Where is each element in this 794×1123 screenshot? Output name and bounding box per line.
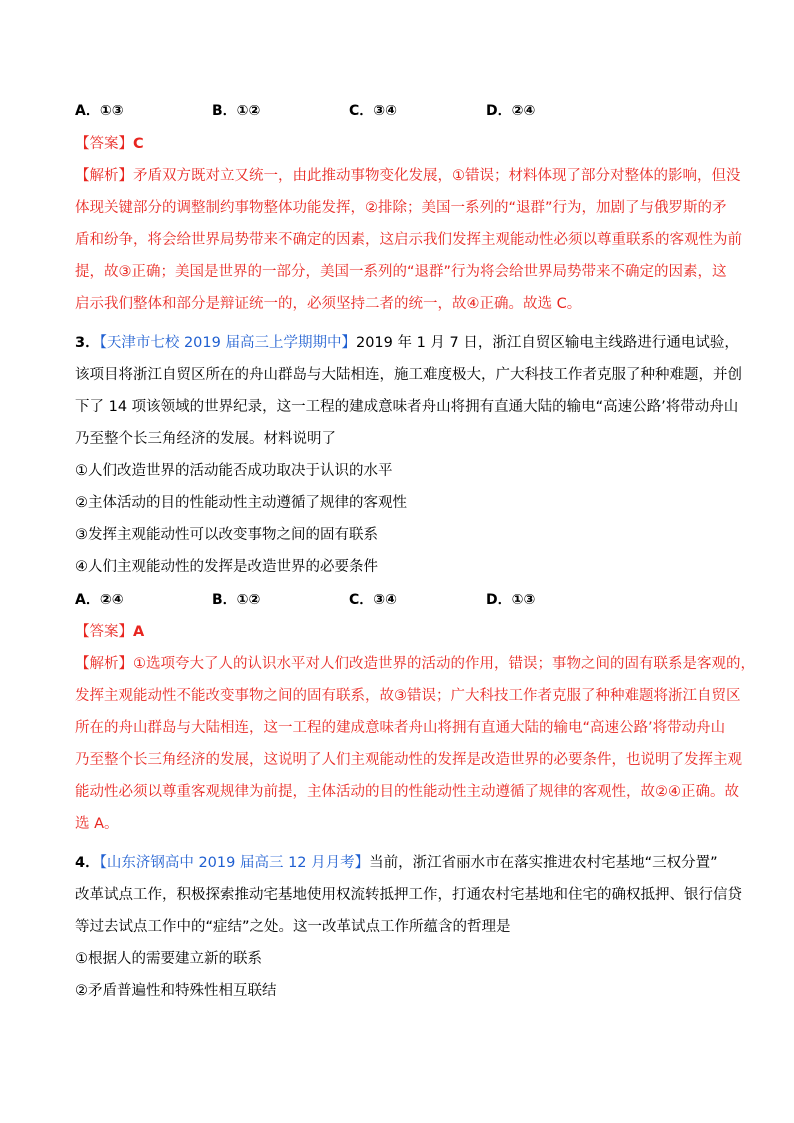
q3-stem-line: 3．【天津市七校 2019 届高三上学期期中】2019 年 1 月 7 日，浙江自贸区输电主线路进行通电试验， <box>75 335 739 351</box>
q3-stem-line: 该项目将浙江自贸区所在的舟山群岛与大陆相连，施工难度极大，广大科技工作者克服了种种难题，并创 <box>75 367 742 383</box>
q3-analysis-line: 所在的舟山群岛与大陆相连，这一工程的建成意味者舟山将拥有直通大陆的输电“高速公路’将带动舟山 <box>75 720 726 736</box>
q3-analysis-line: 【解析】①选项夸大了人的认识水平对人们改造世界的活动的作用，错误；事物之间的固有联系是客观的， <box>75 656 755 672</box>
q3-answer-tag: 【答案】 <box>75 624 133 640</box>
q4-stem-line: 4．【山东济钢高中 2019 届高三 12 月月考】当前，浙江省丽水市在落实推进农村宅基地“三权分置” <box>75 855 718 871</box>
q2-analysis-line: 盾和纷争，将会给世界局势带来不确定的因素，这启示我们发挥主观能动性必须以尊重联系的客观性为前 <box>75 232 742 248</box>
q3-number: 3． <box>75 335 100 351</box>
q4-stem-line: 改革试点工作，积极探索推动宅基地使用权流转抵押工作，打通农村宅基地和住宅的确权抵押、银行信贷 <box>75 887 742 903</box>
q3-stem-line: 下了 14 项该领域的世界纪录，这一工程的建成意味者舟山将拥有直通大陆的输电“高速公路’将带动舟山 <box>75 399 739 415</box>
q3-stem-line: 乃至整个长三角经济的发展。材料说明了 <box>75 431 336 447</box>
q3-analysis-line: 能动性必须以尊重客观规律为前提，主体活动的目的性能动性主动遵循了规律的客观性，故②④正确。故 <box>75 784 739 800</box>
q3-option-d: D．①③ <box>486 592 536 608</box>
q3-item: ④人们主观能动性的发挥是改造世界的必要条件 <box>75 559 378 575</box>
q2-analysis-line: 【解析】矛盾双方既对立又统一，由此推动事物变化发展，①错误；材料体现了部分对整体的影响，但没 <box>75 168 741 184</box>
q2-answer-value: C <box>133 136 144 152</box>
q3-analysis-tag: 【解析】 <box>75 656 133 672</box>
q3-source: 【天津市七校 2019 届高三上学期期中】 <box>99 335 356 351</box>
q3-option-a: A．②④ <box>75 592 124 608</box>
q2-analysis-line: 提，故③正确；美国是世界的一部分，美国一系列的“退群”行为将会给世界局势带来不确定的因素，这 <box>75 264 727 280</box>
q2-answer <box>75 134 144 154</box>
q2-answer-tag: 【答案】 <box>75 136 133 152</box>
q3-analysis-line: 选 A。 <box>75 816 119 832</box>
q2-analysis-tag: 【解析】 <box>75 168 133 184</box>
q3-item: ①人们改造世界的活动能否成功取决于认识的水平 <box>75 463 393 479</box>
q2-analysis-line: 体现关键部分的调整制约事物整体功能发挥，②排除；美国一系列的“退群”行为，加剧了与俄罗斯的矛 <box>75 200 727 216</box>
q3-analysis-line: 乃至整个长三角经济的发展，这说明了人们主观能动性的发挥是改造世界的必要条件，也说明了发挥主观 <box>75 752 742 768</box>
q3-option-c: C．③④ <box>349 592 397 608</box>
q3-item: ③发挥主观能动性可以改变事物之间的固有联系 <box>75 527 378 543</box>
q3-analysis-line: 发挥主观能动性不能改变事物之间的固有联系，故③错误；广大科技工作者克服了种种难题将浙江自贸区 <box>75 688 741 704</box>
q2-option-d: D．②④ <box>486 103 536 119</box>
q2-option-c: C．③④ <box>349 103 397 119</box>
q4-stem-line: 等过去试点工作中的“症结”之处。这一改革试点工作所蕴含的哲理是 <box>75 919 511 935</box>
q3-answer <box>75 622 144 642</box>
q2-option-a: A．①③ <box>75 103 124 119</box>
q4-source: 【山东济钢高中 2019 届高三 12 月月考】 <box>99 855 370 871</box>
q2-option-b: B．①② <box>212 103 261 119</box>
q3-option-b: B．①② <box>212 592 261 608</box>
q4-item: ②矛盾普遍性和特殊性相互联结 <box>75 983 277 999</box>
q4-item: ①根据人的需要建立新的联系 <box>75 951 262 967</box>
q4-number: 4． <box>75 855 100 871</box>
q2-analysis-line: 启示我们整体和部分是辩证统一的，必须坚持二者的统一，故④正确。故选 C。 <box>75 296 582 312</box>
q3-answer-value: A <box>133 624 145 640</box>
q3-item: ②主体活动的目的性能动性主动遵循了规律的客观性 <box>75 495 407 511</box>
